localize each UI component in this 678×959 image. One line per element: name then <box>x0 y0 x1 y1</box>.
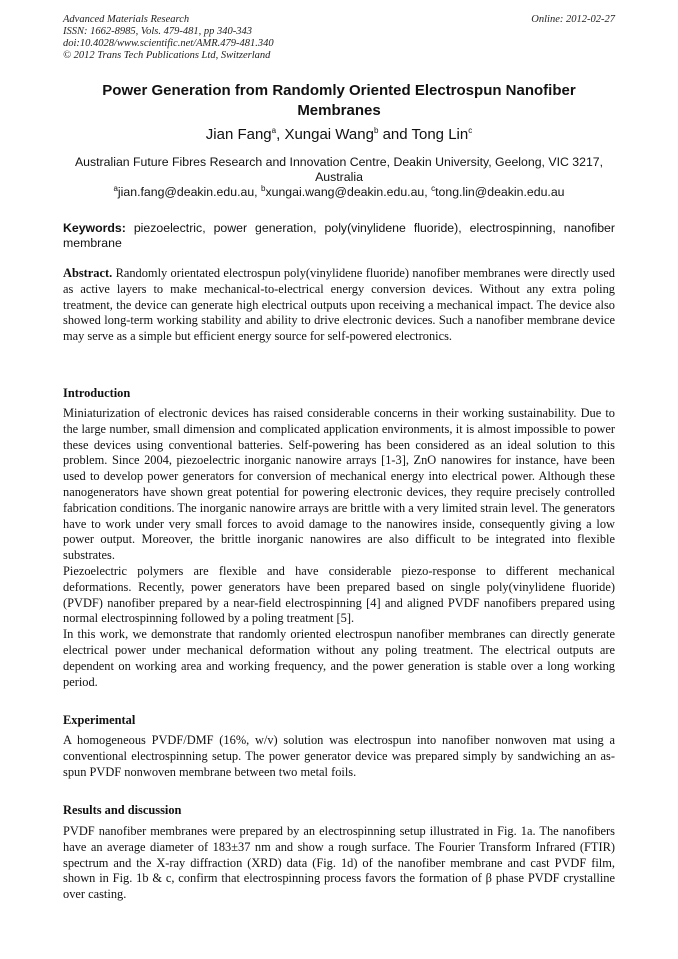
email-mark: a <box>113 183 118 193</box>
author-separator: , <box>276 126 285 143</box>
paragraph: A homogeneous PVDF/DMF (16%, w/v) solution was electrospun into nanofiber nonwoven mat using a conventional electrospinning setup. The power generator device was prepared simply by sandwiching an as-spun PVDF nonwoven membrane between two metal foils. <box>63 733 615 779</box>
introduction-body <box>63 406 615 690</box>
section-heading-results: Results and discussion <box>63 803 182 817</box>
publication-header <box>63 14 615 62</box>
author-affiliation-mark: b <box>373 126 379 135</box>
email-address[interactable]: jian.fang@deakin.edu.au <box>117 185 255 199</box>
email-address[interactable]: xungai.wang@deakin.edu.au <box>265 185 425 199</box>
email-mark: c <box>431 183 436 193</box>
keywords <box>63 221 615 251</box>
copyright-line: © 2012 Trans Tech Publications Ltd, Switzerland <box>63 50 271 61</box>
email-mark: b <box>261 183 266 193</box>
abstract <box>63 266 615 345</box>
results-body <box>63 824 615 903</box>
paragraph: Piezoelectric polymers are flexible and have considerable piezo-response to different mechanical deformations. Recently, power generators have been prepared based on single poly(vinylidene fluoride) (PVDF) nanofiber prepared by a near-field electrospinning [4] and aligned PVDF nanofibers prepared using normal electrospinning followed by a poling treatment [5]. <box>63 563 615 626</box>
author-name: Tong Lin <box>411 126 469 143</box>
author-list <box>0 126 678 144</box>
author-separator: and <box>378 126 412 143</box>
email-separator: , <box>254 185 262 199</box>
paragraph: Miniaturization of electronic devices has raised considerable concerns in their working sustainability. Due to the large number, small dimension and complicated application environments, it is almost impossible to power these devices using conventional batteries. Self-powering has been considered as an ideal solution to this problem. Since 2004, piezoelectric inorganic nanowire arrays [1-3], ZnO nanowires for instance, have been used to develop power generators for conversion of mechanical energy into electrical power. Although these nanogenerators have shown great potential for powering electronic devices, they require precisely controlled fabrication conditions. The inorganic nanowire arrays are brittle with a very limited strain level. The generators have to work under very small forces to avoid damage to the nanowires inside, consequently giving a low power output. Moreover, the brittle inorganic nanowires are also difficult to be integrated into flexible substrates. <box>63 406 615 563</box>
affiliation: Australian Future Fibres Research and Innovation Centre, Deakin University, Geelong, VIC 3217, Australia <box>74 155 604 184</box>
author-affiliation-mark: a <box>271 126 277 135</box>
online-date: Online: 2012-02-27 <box>531 14 615 25</box>
email-list <box>63 185 615 200</box>
email-separator: , <box>424 185 432 199</box>
email-address[interactable]: tong.lin@deakin.edu.au <box>435 185 565 199</box>
keywords-label: Keywords: <box>63 221 126 235</box>
paper-title: Power Generation from Randomly Oriented Electrospun Nanofiber Membranes <box>102 82 576 119</box>
keywords-text: piezoelectric, power generation, poly(vinylidene fluoride), electrospinning, nanofiber membrane <box>63 221 615 250</box>
author-name: Xungai Wang <box>284 126 374 143</box>
abstract-label: Abstract. <box>63 266 113 280</box>
abstract-text: Randomly orientated electrospun poly(vinylidene fluoride) nanofiber membranes were directly used as active layers to make mechanical-to-electrical energy conversion devices. Without any extra poling treatment, the device can generate high electrical outputs upon receiving a mechanical impact. The device also showed long-term working stability and ability to drive electronic devices. Such a nanofiber membrane device may serve as a simple but efficient energy source for self-powered electronics. <box>63 266 615 344</box>
doi-line[interactable]: doi:10.4028/www.scientific.net/AMR.479-481.340 <box>63 38 274 49</box>
journal-name: Advanced Materials Research <box>63 14 190 25</box>
author-name: Jian Fang <box>205 126 272 143</box>
experimental-body <box>63 733 615 780</box>
paragraph: PVDF nanofiber membranes were prepared by an electrospinning setup illustrated in Fig. 1a. The nanofibers have an average diameter of 183±37 nm and show a rough surface. The Fourier Transform Infrared (FTIR) spectrum and the X-ray diffraction (XRD) data (Fig. 1d) of the nanofiber membrane and cast PVDF film, shown in Fig. 1b & c, confirm that electrospinning process favors the formation of β phase PVDF crystalline over casting. <box>63 824 615 902</box>
section-heading-experimental: Experimental <box>63 713 136 727</box>
author-affiliation-mark: c <box>468 126 473 135</box>
section-heading-introduction: Introduction <box>63 386 131 400</box>
paragraph: In this work, we demonstrate that randomly oriented electrospun nanofiber membranes can directly generate electrical power under mechanical deformation without any poling treatment. The electrical outputs are dependent on working area and working frequency, and the power generation is stable over a long working period. <box>63 627 615 689</box>
issn-line: ISSN: 1662-8985, Vols. 479-481, pp 340-343 <box>63 26 252 37</box>
